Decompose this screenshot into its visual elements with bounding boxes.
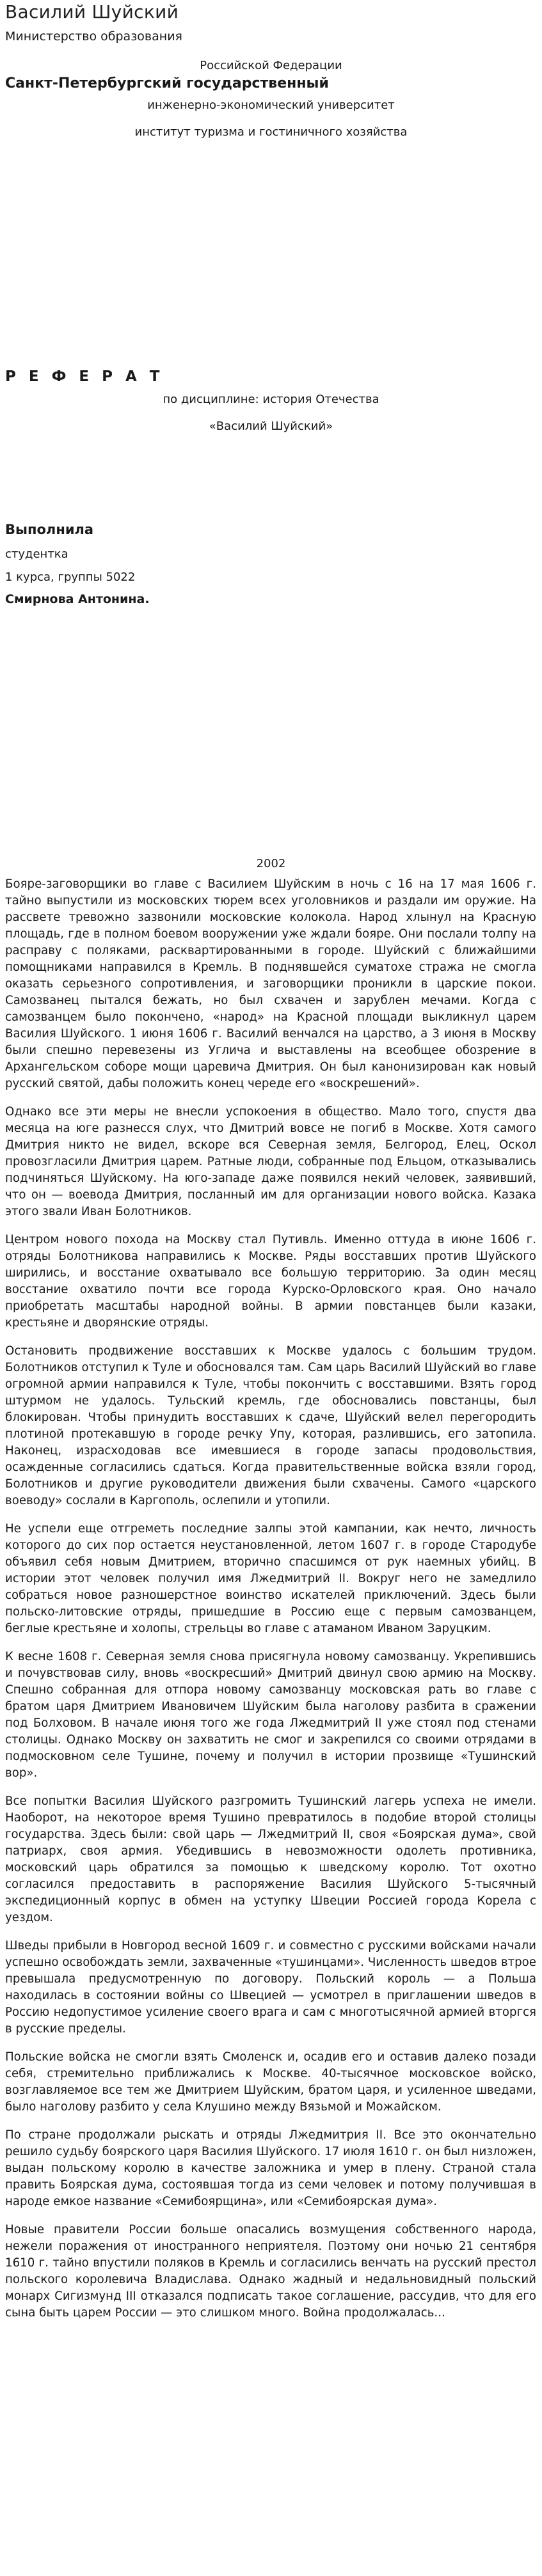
report-discipline: по дисциплине: история Отечества bbox=[163, 393, 379, 406]
document-body bbox=[5, 876, 536, 2321]
author-role: студентка bbox=[5, 547, 68, 561]
document-title: Василий Шуйский bbox=[5, 1, 179, 22]
paragraph: Центром нового похода на Москву стал Путивль. Именно оттуда в июне 1606 г. отряды Болотникова направились к Москве. Ряды восставших против Шуйского ширились, и восстание охватывало все большую территорию. За один месяц восстание охватило почти все города Курско-Орловского края. Оно начало приобретать масштабы народной войны. В армии повстанцев были казаки, крестьяне и дворянские отряды. bbox=[5, 1233, 536, 1330]
document-year: 2002 bbox=[256, 857, 286, 870]
report-topic: «Василий Шуйский» bbox=[209, 420, 333, 433]
paragraph: По стране продолжали рыскать и отряды Лжедмитрия II. Все это окончательно решило судьбу боярского царя Василия Шуйского. 17 июля 1610 г. он был низложен, выдан польскому королю в качестве заложника и умер в плену. Страной стала править Боярская дума, состоявшая тогда из семи человек и потому получившая в народе емкое название «Семибоярщина», или «Семибоярская дума». bbox=[5, 2128, 536, 2208]
paragraph: Бояре-заговорщики во главе с Василием Шуйским в ночь с 16 на 17 мая 1606 г. тайно выпустили из московских тюрем всех уголовников и раздали им оружие. На рассвете тревожно зазвонили московские колокола. Народ хлынул на Красную площадь, где в полном боевом вооружении уже ждали бояре. Они послали толпу на расправу с поляками, расквартированными в городе. Шуйский с ближайшими помощниками направился в Кремль. В поднявшейся суматохе стража не смогла оказать серьезного сопротивления, и заговорщики проникли в царские покои. Самозванец пытался бежать, но был схвачен и зарублен мечами. Когда с самозванцем было покончено, «народ» на Красной площади выкликнул царем Василия Шуйского. 1 июня 1606 г. Василий венчался на царство, а 3 июня в Москву были спешно перевезены из Углича и выставлены на всеобщее обозрение в Архангельском соборе мощи царевича Дмитрия. Он был канонизирован как новый русский святой, дабы положить конец череде его «воскрешений». bbox=[5, 877, 536, 1090]
paragraph: Польские войска не смогли взять Смоленск и, осадив его и оставив далеко позади себя, стремительно приближались к Москве. 40-тысячное московское войско, возглавляемое все тем же Дмитрием Шуйским, братом царя, и усиленное шведами, было наголову разбито у села Клушино между Вязьмой и Можайском. bbox=[5, 2050, 536, 2114]
paragraph: Не успели еще отгреметь последние залпы этой кампании, как нечто, личность которого до сих пор остается неустановленной, летом 1607 г. в городе Стародубе объявил себя новым Дмитрием, вторично спасшимся от рук наемных убийц. В истории этот человек получил имя Лжедмитрий II. Вокруг него не замедлило собраться новое разношерстное воинство искателей приключений. Здесь были польско-литовские отряды, пришедшие в Россию еще с первым самозванцем, беглые крестьяне и холопы, стрельцы во главе с атаманом Иваном Заруцким. bbox=[5, 1522, 536, 1635]
paragraph: Новые правители России больше опасались возмущения собственного народа, нежели поражения от иностранного неприятеля. Поэтому они ночью 21 сентября 1610 г. тайно впустили поляков в Кремль и согласились венчать на русский престол польского королевича Владислава. Однако жадный и недальновидный польский монарх Сигизмунд III отказался подписать такое соглашение, рассудив, что для его сына быть царем России — это слишком много. Война продолжалась... bbox=[5, 2223, 536, 2320]
author-name: Смирнова Антонина. bbox=[5, 592, 150, 606]
university-type: инженерно-экономический университет bbox=[147, 98, 395, 112]
paragraph: К весне 1608 г. Северная земля снова присягнула новому самозванцу. Укрепившись и почувствовав силу, вновь «воскресший» Дмитрий двинул свою армию на Москву. Спешно собранная для отпора новому самозванцу московская рать во главе с братом царя Дмитрием Ивановичем Шуйским была наголову разбита в сражении под Болховом. В начале июня того же года Лжедмитрий II уже стоял под стенами столицы. Однако Москву он захватить не смог и закрепился со своими отрядами в подмосковном селе Тушине, почему и получил в истории прозвище «Тушинский вор». bbox=[5, 1650, 536, 1780]
institute-name: институт туризма и гостиничного хозяйства bbox=[134, 125, 408, 139]
author-done-label: Выполнила bbox=[5, 522, 94, 537]
paragraph: Однако все эти меры не внесли успокоения в общество. Мало того, спустя два месяца на юге разнесся слух, что Дмитрий вовсе не погиб в Москве. Хотя самого Дмитрия никто не видел, вскоре вся Северная земля, Белгород, Елец, Оскол провозгласили Дмитрия царем. Ратные люди, собранные под Ельцом, отказывались подчиняться Шуйскому. На юго-западе даже появился некий человек, заявивший, что он — воевода Дмитрия, посланный им для организации нового войска. Казака этого звали Иван Болотников. bbox=[5, 1105, 536, 1218]
paragraph: Шведы прибыли в Новгород весной 1609 г. и совместно с русскими войсками начали успешно освобождать земли, захваченные «тушинцами». Численность шведов втрое превышала предусмотренную по договору. Польский король — а Польша находилась в состоянии войны со Швецией — усмотрел в приглашении шведов в Россию недопустимое усиление своего врага и сам с многотысячной армией вторгся в русские пределы. bbox=[5, 1939, 536, 2036]
paragraph: Все попытки Василия Шуйского разгромить Тушинский лагерь успеха не имели. Наоборот, на некоторое время Тушино превратилось в подобие второй столицы государства. Здесь были: свой царь — Лжедмитрий II, своя «Боярская дума», свой патриарх, своя армия. Убедившись в невозможности одолеть противника, московский царь обратился за помощью к шведскому королю. Тот охотно согласился предоставить в распоряжение Василия Шуйского 5-тысячный экспедиционный корпус в обмен на уступку Швеции Россией города Корела с уездом. bbox=[5, 1795, 536, 1924]
ministry-line: Министерство образования bbox=[5, 29, 182, 43]
university-name: Санкт-Петербургский государственный bbox=[5, 75, 329, 91]
author-course: 1 курса, группы 5022 bbox=[5, 570, 136, 584]
paragraph: Остановить продвижение восставших к Москве удалось с большим трудом. Болотников отступил к Туле и обосновался там. Сам царь Василий Шуйский во главе огромной армии направился к Туле, чтобы покончить с восставшими. Взять город штурмом не удалось. Тульский кремль, где обосновались повстанцы, был блокирован. Чтобы принудить восставших к сдаче, Шуйский велел перегородить плотиной протекавшую в городе речку Упу, которая, разлившись, его затопила. Наконец, израсходовав все имевшиеся в городе запасы продовольствия, осажденные согласились сдаться. Когда правительственные войска взяли город, Болотников и другие руководители движения были схвачены. Самого «царского воеводу» сослали в Каргополь, ослепили и утопили. bbox=[5, 1344, 536, 1507]
report-label: Р Е Ф Е Р А Т bbox=[5, 368, 164, 385]
federation-line: Российской Федерации bbox=[200, 59, 342, 72]
